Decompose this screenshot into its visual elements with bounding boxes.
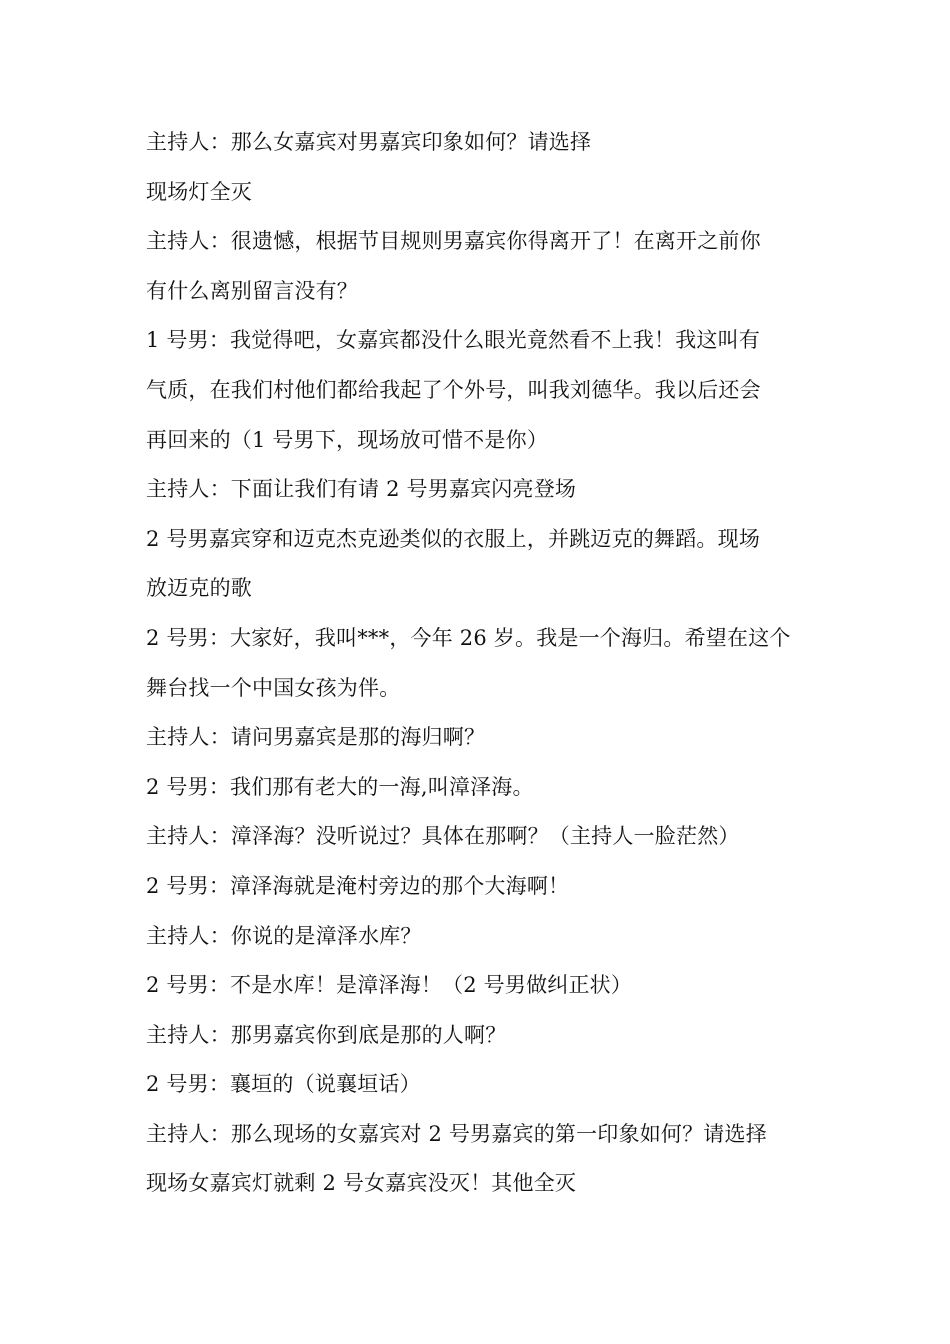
text-line: 气质，在我们村他们都给我起了个外号，叫我刘德华。我以后还会 xyxy=(146,377,761,402)
text-line: 主持人：那男嘉宾你到底是那的人啊？ xyxy=(146,1022,507,1047)
text-line: 现场女嘉宾灯就剩 2 号女嘉宾没灭！其他全灭 xyxy=(146,1171,577,1196)
text-line: 1 号男：我觉得吧，女嘉宾都没什么眼光竟然看不上我！我这叫有 xyxy=(146,328,761,353)
text-line: 主持人：很遗憾，根据节目规则男嘉宾你得离开了！在离开之前你 xyxy=(146,229,761,254)
text-line: 2 号男嘉宾穿和迈克杰克逊类似的衣服上，并跳迈克的舞蹈。现场 xyxy=(146,526,761,551)
text-line: 主持人：请问男嘉宾是那的海归啊？ xyxy=(146,725,486,750)
text-line: 现场灯全灭 xyxy=(146,179,252,204)
text-line: 主持人：漳泽海？没听说过？具体在那啊？（主持人一脸茫然） xyxy=(146,824,740,849)
text-line: 主持人：那么现场的女嘉宾对 2 号男嘉宾的第一印象如何？请选择 xyxy=(146,1121,767,1146)
text-line: 2 号男：漳泽海就是淹村旁边的那个大海啊！ xyxy=(146,873,570,898)
text-line: 有什么离别留言没有？ xyxy=(146,278,358,303)
text-line: 放迈克的歌 xyxy=(146,576,252,601)
text-line: 2 号男：襄垣的（说襄垣话） xyxy=(146,1072,421,1097)
text-line: 2 号男：我们那有老大的一海,叫漳泽海。 xyxy=(146,774,534,799)
text-line: 再回来的（1 号男下，现场放可惜不是你） xyxy=(146,427,549,452)
text-line: 主持人：下面让我们有请 2 号男嘉宾闪亮登场 xyxy=(146,477,577,502)
text-line: 主持人：你说的是漳泽水库？ xyxy=(146,923,422,948)
text-line: 2 号男：不是水库！是漳泽海！（2 号男做纠正状） xyxy=(146,973,633,998)
document-body xyxy=(146,118,816,1209)
text-line: 主持人：那么女嘉宾对男嘉宾印象如何？请选择 xyxy=(146,130,592,154)
text-line: 舞台找一个中国女孩为伴。 xyxy=(146,675,401,700)
text-line: 2 号男：大家好，我叫***，今年 26 岁。我是一个海归。希望在这个 xyxy=(146,625,791,650)
